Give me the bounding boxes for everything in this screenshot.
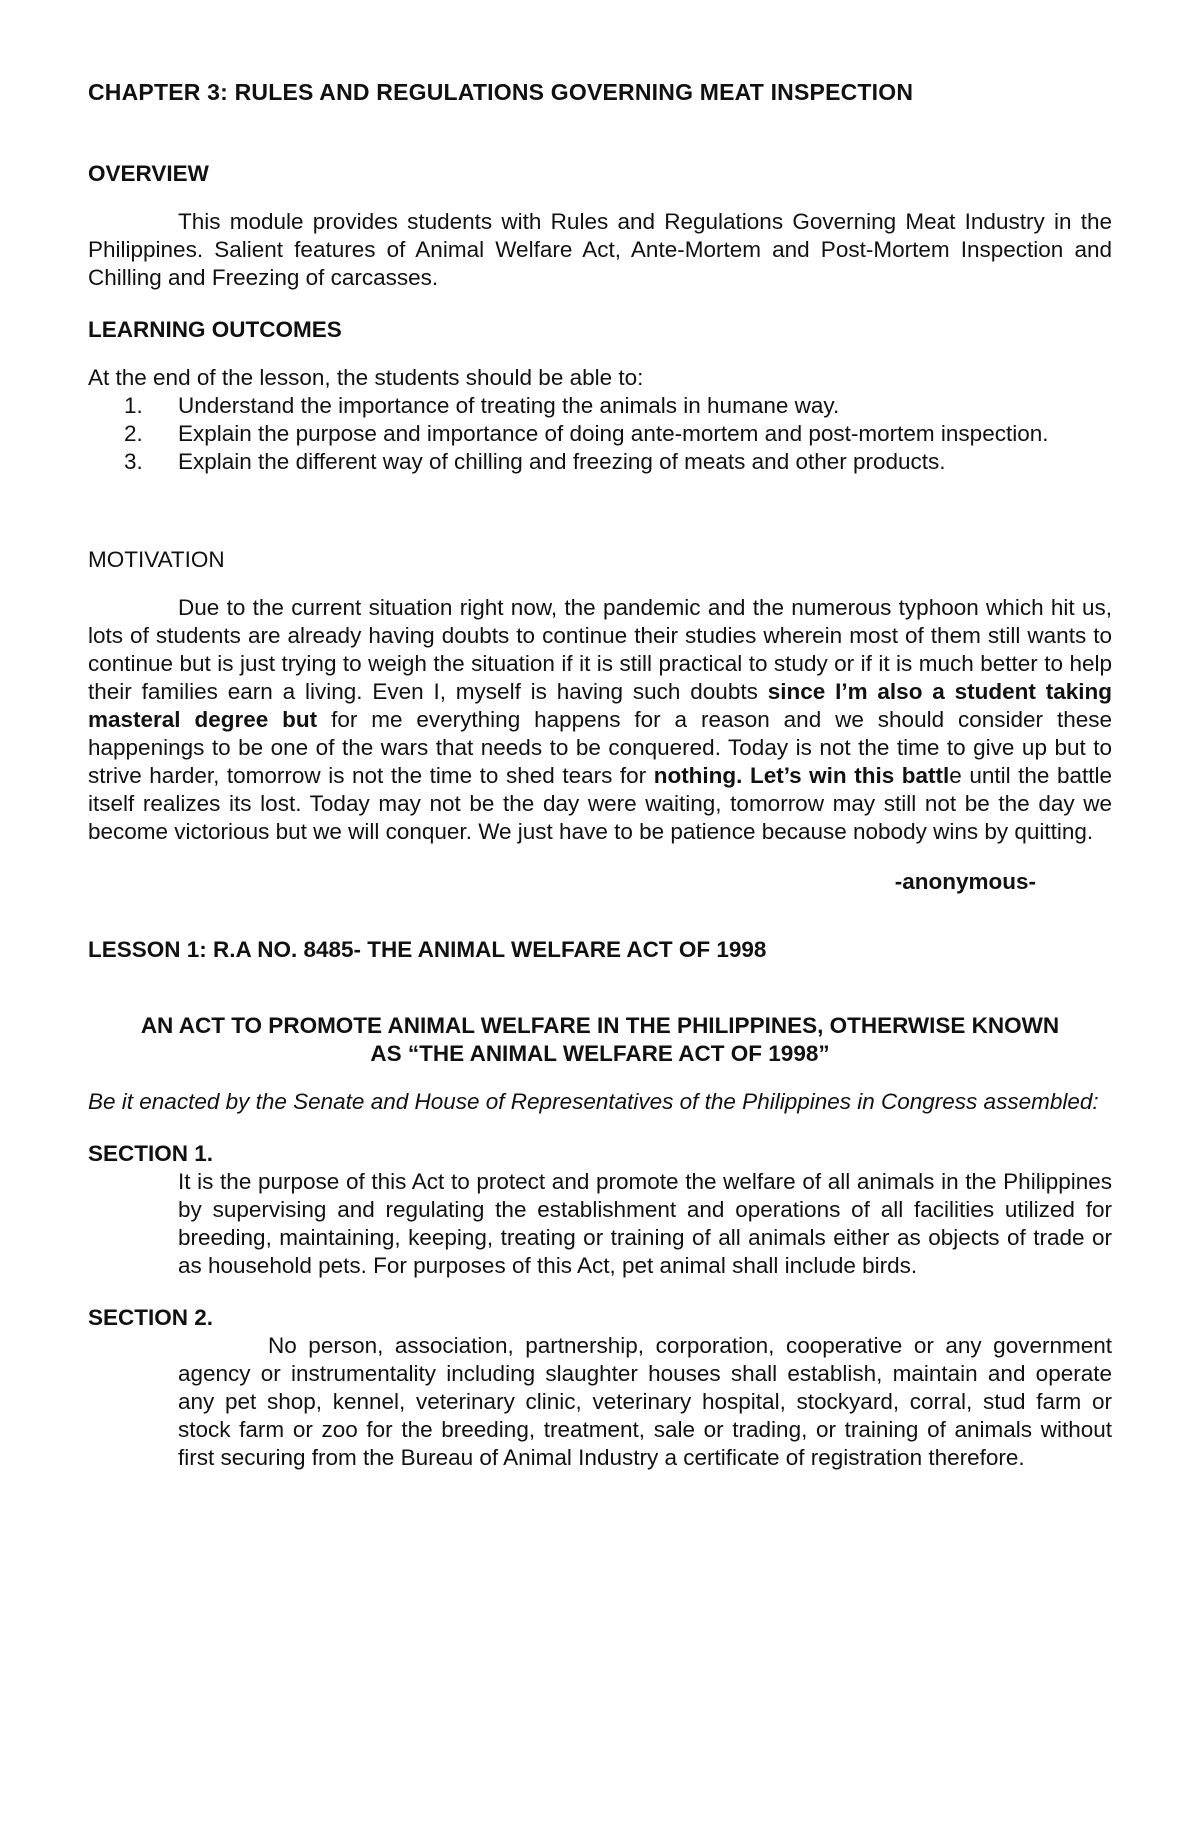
learning-outcomes-heading: LEARNING OUTCOMES <box>88 317 342 342</box>
list-item-number: 3. <box>124 449 143 474</box>
list-item-text: Understand the importance of treating the animals in humane way. <box>178 393 840 418</box>
section-2-label: SECTION 2. <box>88 1305 214 1330</box>
list-item-text: Explain the different way of chilling and freezing of meats and other products. <box>178 449 946 474</box>
motivation-bold-2: nothing. Let’s win this battl <box>653 763 950 788</box>
section-2-text: No person, association, partnership, corporation, cooperative or any government agency or instrumentality including slaughter houses shall establish, maintain and operate any pet shop, kennel, veterinary clinic, veterinary hospital, stockyard, corral, stud farm or stock farm or zoo for the breeding, treatment, sale or trading, or training of animals without first securing from the Bureau of Animal Industry a certificate of registration therefore. <box>178 1333 1112 1470</box>
motivation-text-part3: e until the battle itself realizes its lost. Today may not be the day were waiting, tomorrow may still not be the day we become victorious but we will conquer. We just have to be patience because nobody wins by quitting. <box>88 763 1113 844</box>
motivation-bold-1: since I’m also a student taking masteral degree but <box>88 679 1112 732</box>
section-1 <box>88 1140 1112 1280</box>
motivation-text-part1: Due to the current situation right now, the pandemic and the numerous typhoon which hit us, lots of students are already having doubts to continue their studies wherein most of them still wants to continue but is just trying to weigh the situation if it is still practical to study or if it is much better to help their families earn a living. Even I, myself is having such doubts <box>88 595 1112 704</box>
enacting-clause: Be it enacted by the Senate and House of Representatives of the Philippines in Congress assembled: <box>88 1089 1099 1114</box>
overview-paragraph: This module provides students with Rules and Regulations Governing Meat Industry in the Philippines. Salient features of Animal Welfare Act, Ante-Mortem and Post-Mortem Inspection and Chilling and Freezing of carcasses. <box>88 209 1112 290</box>
learning-outcomes-intro: At the end of the lesson, the students should be able to: <box>88 365 644 390</box>
list-item-text: Explain the purpose and importance of doing ante-mortem and post-mortem inspection. <box>178 421 1049 446</box>
list-item-number: 1. <box>124 393 143 418</box>
motivation-paragraph <box>88 594 1112 846</box>
list-item-number: 2. <box>124 421 143 446</box>
learning-outcomes-list <box>88 392 1112 476</box>
act-title-line-2: AS “THE ANIMAL WELFARE ACT OF 1998” <box>370 1041 830 1066</box>
act-title <box>88 1012 1112 1068</box>
section-2 <box>88 1304 1112 1472</box>
section-1-text: It is the purpose of this Act to protect and promote the welfare of all animals in the Philippines by supervising and regulating the establishment and operations of all facilities utilized for breeding, maintaining, keeping, treating or training of all animals either as objects of trade or as household pets. For purposes of this Act, pet animal shall include birds. <box>178 1169 1112 1278</box>
motivation-signature: -anonymous- <box>894 869 1036 894</box>
list-item <box>88 448 1112 476</box>
act-title-line-1: AN ACT TO PROMOTE ANIMAL WELFARE IN THE PHILIPPINES, OTHERWISE KNOWN <box>140 1013 1060 1038</box>
list-item <box>88 420 1112 448</box>
motivation-heading: MOTIVATION <box>88 547 225 572</box>
motivation-text-part2: for me everything happens for a reason and we should consider these happenings to be one of the wars that needs to be conquered. Today is not the time to give up but to strive harder, tomorrow is not the time to shed tears for <box>88 707 1112 788</box>
lesson-title: LESSON 1: R.A NO. 8485- THE ANIMAL WELFARE ACT OF 1998 <box>88 937 767 962</box>
section-1-label: SECTION 1. <box>88 1141 214 1166</box>
chapter-title: CHAPTER 3: RULES AND REGULATIONS GOVERNING MEAT INSPECTION <box>88 79 914 105</box>
overview-heading: OVERVIEW <box>88 161 209 186</box>
list-item <box>88 392 1112 420</box>
